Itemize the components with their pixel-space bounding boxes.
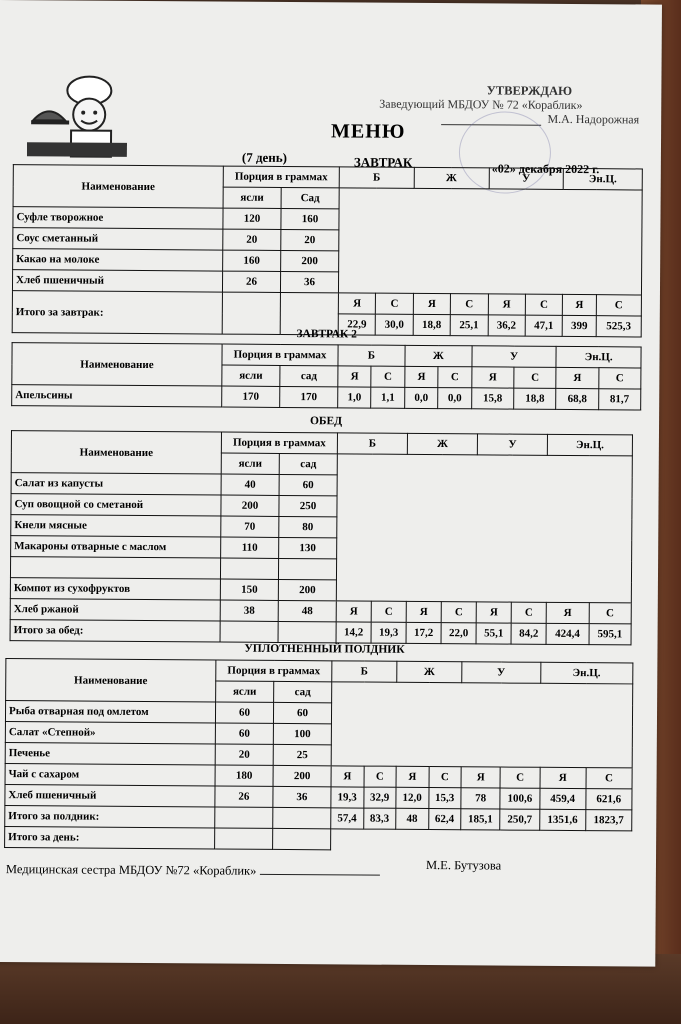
nurse-name: М.Е. Бутузова <box>425 857 502 873</box>
snack-title: УПЛОТНЕННЫЙ ПОЛДНИК <box>244 642 405 656</box>
total-row: Итого за полдник: 57,4 83,3 48 62,4 185,1 250,7 1351,6 1823,7 <box>5 806 632 831</box>
page-title: МЕНЮ <box>331 120 406 143</box>
header-zh: Ж <box>414 167 489 189</box>
table-row: Кнели мясные 70 80 <box>11 515 632 540</box>
nurse-signature-line <box>6 862 380 880</box>
blank-area <box>336 454 632 603</box>
breakfast2-table: Наименование Порция в граммах Б Ж У Эн.Ц. ясли сад Я С Я С Я С Я С Апельсины 170 170 1,0 1,1 0,0 0,0 15,8 18,8 68,8 81,7 <box>11 342 641 410</box>
table-row: Хлеб пшеничный 26 36 <box>12 270 641 295</box>
day-number: (7 день) <box>241 149 288 166</box>
breakfast-title: ЗАВТРАК <box>353 154 413 170</box>
lunch-table: Наименование Порция в граммах Б Ж У Эн.Ц. ясли сад Салат из капусты 40 60 Суп овощной со сметаной 200 250 Кнели мясные 70 80 Макароны отварные с маслом 110 130 Компот из сухофруктов 150 200 Хлеб ржаной 38 48 Я С Я С Я С Я С Итого за обед: 14,2 19,3 17,2 22,0 55,1 84,2 424,4 595,1 <box>10 430 633 645</box>
blank-area <box>338 188 642 295</box>
approval-title: УТВЕРЖДАЮ <box>486 83 573 98</box>
total-row: 22,9 30,0 18,8 25,1 36,2 47,1 399 525,3 <box>12 312 641 337</box>
table-row: Компот из сухофруктов 150 200 <box>10 578 631 603</box>
blank-area <box>331 682 633 768</box>
header-name: Наименование <box>13 165 223 208</box>
approval-position: Заведующий МБДОУ № 72 «Кораблик» <box>379 96 583 113</box>
table-row: Соус сметанный 20 20 <box>13 228 642 253</box>
nurse-title: Медицинская сестра МБДОУ №72 «Кораблик» <box>5 862 257 878</box>
table-row: Суп овощной со сметаной 200 250 <box>11 494 632 519</box>
header-en: Эн.Ц. <box>563 168 642 190</box>
snack-table: Наименование Порция в граммах Б Ж У Эн.Ц. ясли сад Рыба отварная под омлетом 60 60 Салат «Степной» 60 100 Печенье 20 25 Чай с сахаром 180 200 Я С Я С Я С Я С Хлеб пшеничный 26 36 19,3 32,9 12,0 15,3 78 100,6 459,4 621,6 Итого за полдник: 57,4 83,3 48 62,4 185,1 250,7 1351,6 1823,7 Итого за день: <box>4 658 633 852</box>
table-row: Салат «Степной» 60 100 <box>5 722 632 747</box>
header-b: Б <box>339 167 414 189</box>
signature-line <box>259 874 379 876</box>
table-row: Макароны отварные с маслом 110 130 <box>11 536 632 561</box>
table-row: Чай с сахаром 180 200 Я С Я С Я С Я С <box>5 764 632 789</box>
table-row: Салат из капусты 40 60 <box>11 473 632 498</box>
total-row: Итого за обед: 14,2 19,3 17,2 22,0 55,1 84,2 424,4 595,1 <box>10 620 631 645</box>
header-sad: Сад <box>281 187 339 208</box>
table-row: Печенье 20 25 <box>5 743 632 768</box>
header-yasli: ясли <box>223 187 281 208</box>
menu-date: «02» декабря 2022 г. <box>491 161 600 177</box>
total-label: Итого за завтрак: <box>12 291 222 334</box>
table-row: Какао на молоке 160 200 <box>13 249 642 274</box>
table-row: Хлеб пшеничный 26 36 19,3 32,9 12,0 15,3 78 100,6 459,4 621,6 <box>5 785 632 810</box>
approval-signer: М.А. Надорожная <box>547 111 640 127</box>
table-row: Суфле творожное 120 160 <box>13 207 642 232</box>
header-portion: Порция в граммах <box>223 166 339 188</box>
breakfast-table: Наименование Порция в граммах Б Ж У Эн.Ц. ясли Сад Суфле творожное 120 160 Соус сметанный 20 20 Какао на молоке 160 200 Хлеб пшеничный 26 36 Итого за завтрак: Я С Я С Я С Я С 22,9 30,0 18,8 25,1 36,2 47,1 399 525,3 <box>12 164 643 337</box>
lunch-title: ОБЕД <box>309 415 343 428</box>
header-u: У <box>489 168 564 190</box>
chef-logo-icon <box>27 72 128 163</box>
breakfast2-title: ЗАВТРАК 2 <box>296 328 357 341</box>
table-row: Рыба отварная под омлетом 60 60 <box>5 701 632 726</box>
table-row: Хлеб ржаной 38 48 Я С Я С Я С Я С <box>10 599 631 624</box>
day-total-row: Итого за день: <box>5 827 632 852</box>
table-row: Апельсины 170 170 1,0 1,1 0,0 0,0 15,8 18,8 68,8 81,7 <box>12 385 641 410</box>
